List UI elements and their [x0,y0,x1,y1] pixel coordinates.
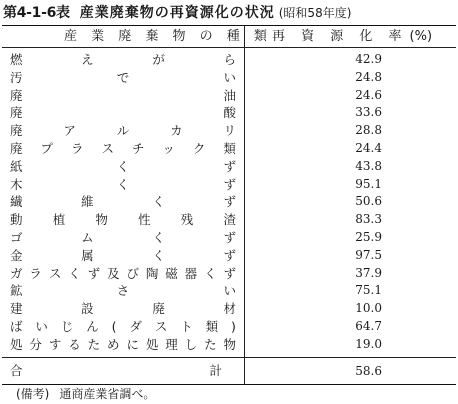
footnote-head: (備考) [16,387,50,401]
table-row [2,122,456,140]
total-label-char-last: 計 [209,363,222,378]
fiscal-year: (昭和58年度) [278,6,352,20]
recycling-rate-value: 24.8 [355,69,382,84]
table-row [2,51,456,69]
recycling-rate-value: 50.6 [355,194,382,209]
total-label-char-first: 合 [10,363,23,378]
waste-type-label: ガ ラ ス く ず 及 び 陶 磁 器 く ず [10,265,236,281]
table-row [2,193,456,211]
waste-type-label: 鉱 さ い [10,283,236,299]
recycling-rate-value: 25.9 [355,229,382,244]
recycling-rate-value: 95.1 [355,176,382,191]
table-row [2,158,456,176]
total-row [2,357,456,384]
table-row [2,229,456,247]
waste-type-label: 繊 維 く ず [10,194,236,210]
waste-type-label: 廃 酸 [10,105,236,121]
header-waste-type: 産 業 廃 棄 物 の 種 類 [64,29,272,44]
footnote [16,386,155,402]
waste-type-label: 廃 ア ル カ リ [10,123,236,139]
footnote-text: 通商産業省調べ。 [59,387,156,401]
waste-type-label: 処 分 す る た め に 処 理 し た 物 [10,336,236,352]
waste-type-label: 建 設 廃 材 [10,301,236,317]
table-row [2,300,456,318]
table-row [2,69,456,87]
table-body [2,51,456,354]
waste-type-label: 廃 プ ラ ス チ ッ ク 類 [10,140,236,156]
table-row [2,282,456,300]
total-label [10,358,236,384]
waste-type-label: ば い じ ん ( ダ ス ト 類 ) [10,318,236,334]
header-rate-unit: (%) [409,29,433,44]
recycling-rate-value: 24.4 [355,140,382,155]
table-number: 第4-1-6表 [3,5,70,21]
waste-type-label: 燃 え が ら [10,52,236,67]
table-row [2,104,456,122]
table-row [2,265,456,283]
table-row [2,247,456,265]
table-row [2,176,456,194]
recycling-rate-value: 43.8 [355,158,382,173]
recycling-rate-value: 28.8 [355,123,382,138]
recycling-rate-value: 64.7 [355,318,382,333]
waste-type-label: 紙 く ず [10,158,236,174]
total-value: 58.6 [355,364,382,378]
table-row [2,87,456,105]
recycling-rate-value: 97.5 [355,247,382,262]
recycling-rate-value: 42.9 [355,52,382,66]
table-row [2,336,456,354]
waste-type-label: 金 属 く ず [10,247,236,263]
table-name: 産業廃棄物の再資源化の状況 [79,5,275,21]
recycling-rate-value: 24.6 [355,87,382,102]
waste-type-label: 汚 で い [10,69,236,85]
recycling-rate-value: 19.0 [355,336,382,351]
waste-type-label: ゴ ム く ず [10,229,236,245]
recycling-rate-value: 33.6 [355,105,382,120]
table-title [3,2,351,24]
recycling-rate-value: 83.3 [355,212,382,227]
table-row [2,140,456,158]
header-recycling-rate [272,26,432,47]
recycling-rate-value: 37.9 [355,265,382,280]
header-rate-label: 再 資 源 化 率 [272,29,408,44]
waste-type-label: 木 く ず [10,176,236,192]
recycling-rate-table [2,25,456,385]
waste-type-label: 動 植 物 性 残 渣 [10,212,236,228]
recycling-rate-value: 75.1 [355,283,382,298]
table-row [2,211,456,229]
table-row [2,318,456,336]
table-header [2,26,456,48]
waste-type-label: 廃 油 [10,87,236,103]
recycling-rate-value: 10.0 [355,301,382,316]
